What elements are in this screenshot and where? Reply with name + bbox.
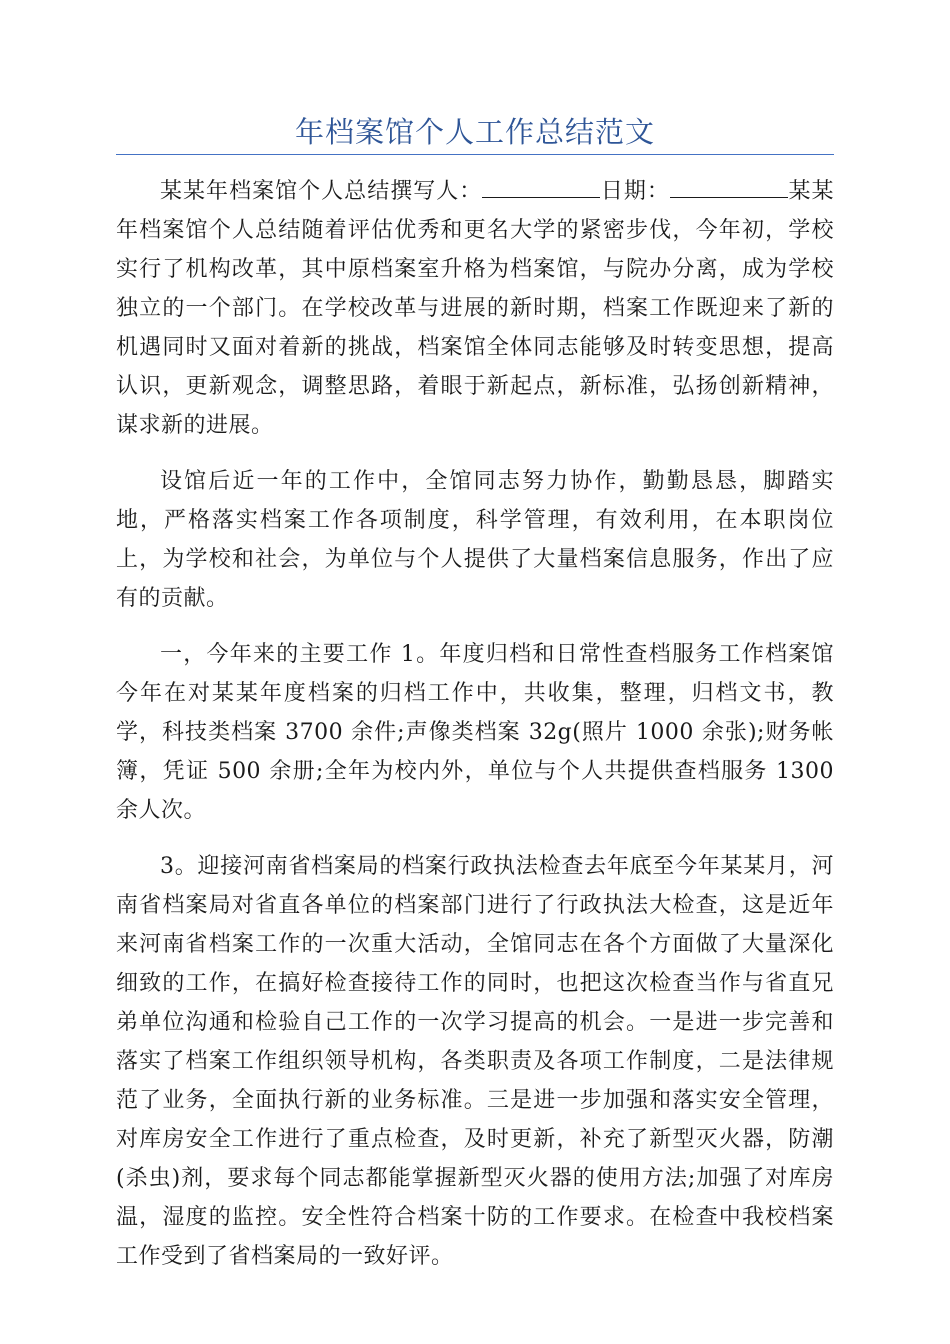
paragraph: 3。迎接河南省档案局的档案行政执法检查去年底至今年某某月，河南省档案局对省直各单位的档案部门进行了行政执法大检查，这是近年来河南省档案工作的一次重大活动，全馆同志在各个方面做了大量深化细致的工作，在搞好检查接待工作的同时，也把这次检查当作与省直兄弟单位沟通和检验自己工作的一次学习提高的机会。一是进一步完善和落实了档案工作组织领导机构，各类职责及各项工作制度，二是法律规范了业务，全面执行新的业务标准。三是进一步加强和落实安全管理，对库房安全工作进行了重点检查，及时更新，补充了新型灭火器，防潮(杀虫)剂，要求每个同志都能掌握新型灭火器的使用方法;加强了对库房温，湿度的监控。安全性符合档案十防的工作要求。在检查中我校档案工作受到了省档案局的一致好评。 (116, 854, 834, 1269)
intro-paragraph (116, 172, 834, 445)
paragraph: 一，今年来的主要工作 1。年度归档和日常性查档服务工作档案馆今年在对某某年度档案的归档工作中，共收集，整理，归档文书，教学，科技类档案 3700 余件;声像类档案 32g(照片 1000 余张);财务帐簿，凭证 500 余册;全年为校内外，单位与个人共提供查档服务 1300 余人次。 (116, 642, 834, 823)
paragraph: 设馆后近一年的工作中，全馆同志努力协作，勤勤恳恳，脚踏实地，严格落实档案工作各项制度，科学管理，有效利用，在本职岗位上，为学校和社会，为单位与个人提供了大量档案信息服务，作出了应有的贡献。 (116, 469, 834, 611)
author-blank (482, 175, 600, 198)
intro-text: 某某年档案馆个人总结随着评估优秀和更名大学的紧密步伐，今年初，学校实行了机构改革，其中原档案室升格为档案馆，与院办分离，成为学校独立的一个部门。在学校改革与进展的新时期，档案工作既迎来了新的机遇同时又面对着新的挑战，档案馆全体同志能够及时转变思想，提高认识，更新观念，调整思路，着眼于新起点，新标准，弘扬创新精神，谋求新的进展。 (116, 179, 834, 438)
document-body (116, 172, 834, 1293)
document-title: 年档案馆个人工作总结范文 (294, 115, 655, 149)
date-blank (670, 175, 788, 198)
author-label: 某某年档案馆个人总结撰写人： (160, 179, 483, 204)
date-label: 日期： (600, 179, 670, 204)
title-underline (116, 154, 834, 155)
